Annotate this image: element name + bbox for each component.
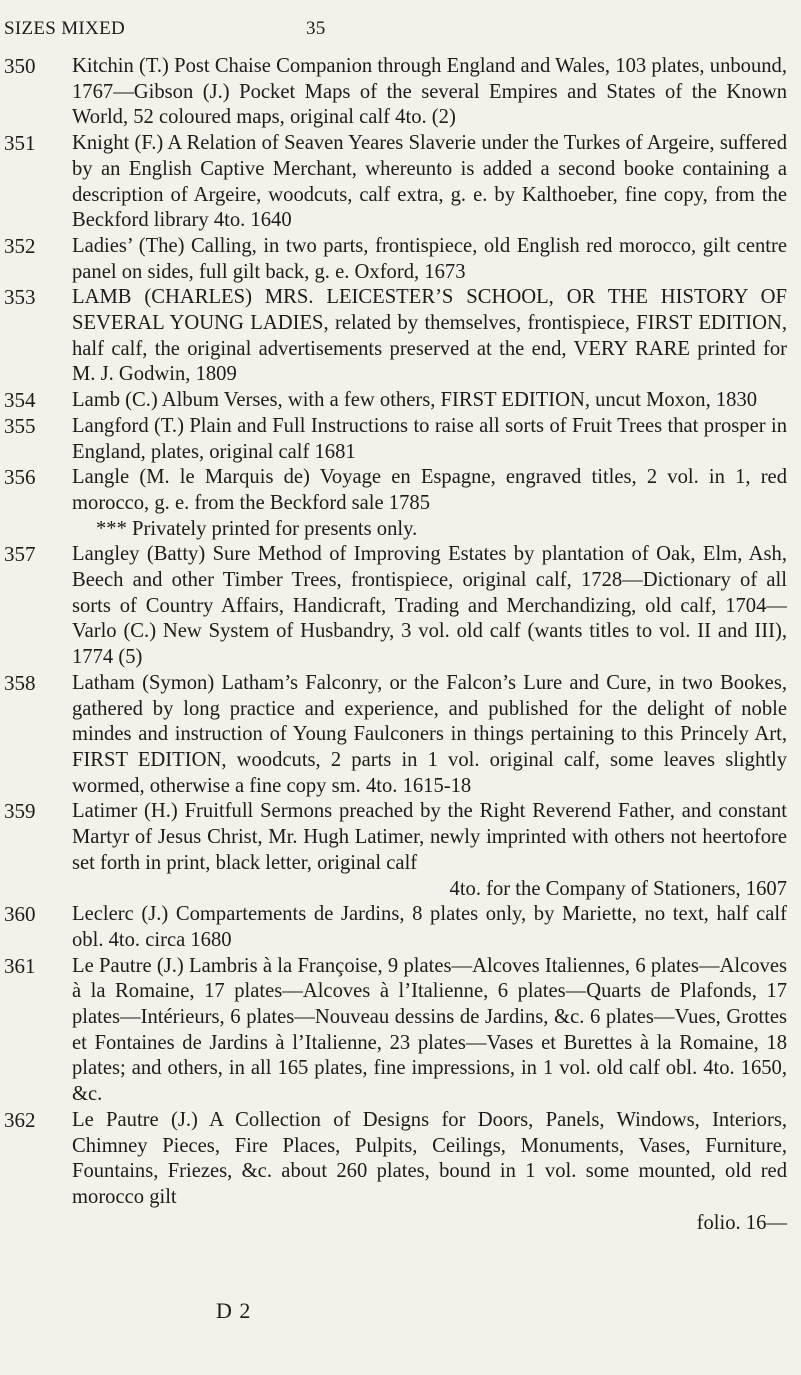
lot-description: Langley (Batty) Sure Method of Improving Estates by plantation of Oak, Elm, Ash, Beech and other Timber Trees, frontispiece, original calf, 1728—Dictionary of all sorts of Country Affairs, Handicraft, Trading and Merchandizing, old calf, 1704—Varlo (C.) New System of Husbandry, 3 vol. old calf (wants titles to vol. II and III), 1774 (5) [72,543,787,669]
page-number: 35 [306,18,326,39]
lot-entry [0,234,801,285]
lot-description: Latimer (H.) Fruitfull Sermons preached by the Right Reverend Father, and constant Martyr of Jesus Christ, Mr. Hugh Latimer, newly imprinted with others not heertofore set forth in print, black letter, original calf [72,800,787,874]
lot-description: Lamb (C.) Album Verses, with a few others, FIRST EDITION, uncut Moxon, 1830 [72,389,758,412]
lot-imprint: folio. 16— [696,1211,787,1234]
lot-description: Le Pautre (J.) Lambris à la Françoise, 9 plates—Alcoves Italiennes, 6 plates—Alcoves à la Romaine, 17 plates—Alcoves à l’Italienne, 6 plates—Quarts de Plafonds, 17 plates—Intérieurs, 6 plates—Nouveau dessins de Jardins, &c. 6 plates—Vues, Grottes et Fontaines de Jardins à l’Italienne, 23 plates—Vases et Burettes à la Romaine, 18 plates; and others, in all 165 plates, fine impressions, in 1 vol. old calf obl. 4to. 1650, &c. [72,954,787,1106]
lot-number: 361 [4,953,36,978]
lot-entry [0,954,801,1108]
lot-description: Leclerc (J.) Compartements de Jardins, 8 plates only, by Mariette, no text, half calf obl. 4to. circa 1680 [72,903,787,951]
lot-description: Le Pautre (J.) A Collection of Designs for Doors, Panels, Windows, Interiors, Chimney Pieces, Fire Places, Pulpits, Ceilings, Monuments, Vases, Furniture, Fountains, Friezes, &c. about 260 plates, bound in 1 vol. some mounted, old red morocco gilt [72,1108,787,1208]
lot-description: Kitchin (T.) Post Chaise Companion through England and Wales, 103 plates, unbound, 1767—Gibson (J.) Pocket Maps of the several Empires and States of the Known World, 52 coloured maps, original calf 4to. (2) [72,55,787,129]
lot-entry [0,465,801,542]
lot-imprint: 4to. for the Company of Stationers, 1607 [449,877,787,900]
lot-entry [0,799,801,902]
lot-description: Langle (M. le Marquis de) Voyage en Espagne, engraved titles, 2 vol. in 1, red morocco, g. e. from the Beckford sale 1785 [72,466,787,514]
section-title: SIZES MIXED [4,18,125,39]
lot-entry [0,285,801,388]
catalogue-entries [0,54,801,1236]
lot-description: LAMB (CHARLES) MRS. LEICESTER’S SCHOOL, OR THE HISTORY OF SEVERAL YOUNG LADIES, related by themselves, frontispiece, FIRST EDITION, half calf, the original advertisements preserved at the end, VERY RARE printed for M. J. Godwin, 1809 [72,286,787,386]
lot-entry [0,1108,801,1237]
lot-description: Latham (Symon) Latham’s Falconry, or the Falcon’s Lure and Cure, in two Bookes, gathered by long practice and experience, and published for the delight of noble mindes and instruction of Young Faulconers in things pertaining to this Princely Art, FIRST EDITION, woodcuts, 2 parts in 1 vol. original calf, some leaves slightly wormed, otherwise a fine copy sm. 4to. 1615-18 [72,671,787,797]
lot-number: 355 [4,413,36,438]
lot-number: 350 [4,54,36,78]
lot-note: *** Privately printed for presents only. [96,517,418,540]
lot-entry [0,542,801,671]
lot-number: 353 [4,285,36,310]
lot-entry [0,131,801,234]
lot-number: 354 [4,388,36,413]
lot-number: 359 [4,799,36,824]
lot-number: 362 [4,1107,36,1132]
lot-description: Langford (T.) Plain and Full Instructions to raise all sorts of Fruit Trees that prosper in England, plates, original calf 1681 [72,414,787,463]
running-header [0,18,801,46]
lot-entry [0,388,801,414]
lot-number: 358 [4,670,36,695]
signature-mark: D 2 [216,1298,252,1323]
lot-entry [0,671,801,800]
lot-entry [0,902,801,953]
lot-entry [0,54,801,131]
lot-description: Knight (F.) A Relation of Seaven Yeares Slaverie under the Turkes of Argeire, suffered by an English Captive Merchant, whereunto is added a second booke containing a description of Argeire, woodcuts, calf extra, g. e. by Kalthoeber, fine copy, from the Beckford library 4to. 1640 [72,132,787,232]
lot-description: Ladies’ (The) Calling, in two parts, frontispiece, old English red morocco, gilt centre panel on sides, full gilt back, g. e. Oxford, 1673 [72,234,787,283]
lot-number: 360 [4,902,36,927]
lot-number: 357 [4,542,36,567]
lot-entry [0,414,801,465]
lot-number: 351 [4,131,36,156]
lot-number: 356 [4,465,36,490]
lot-number: 352 [4,233,36,258]
